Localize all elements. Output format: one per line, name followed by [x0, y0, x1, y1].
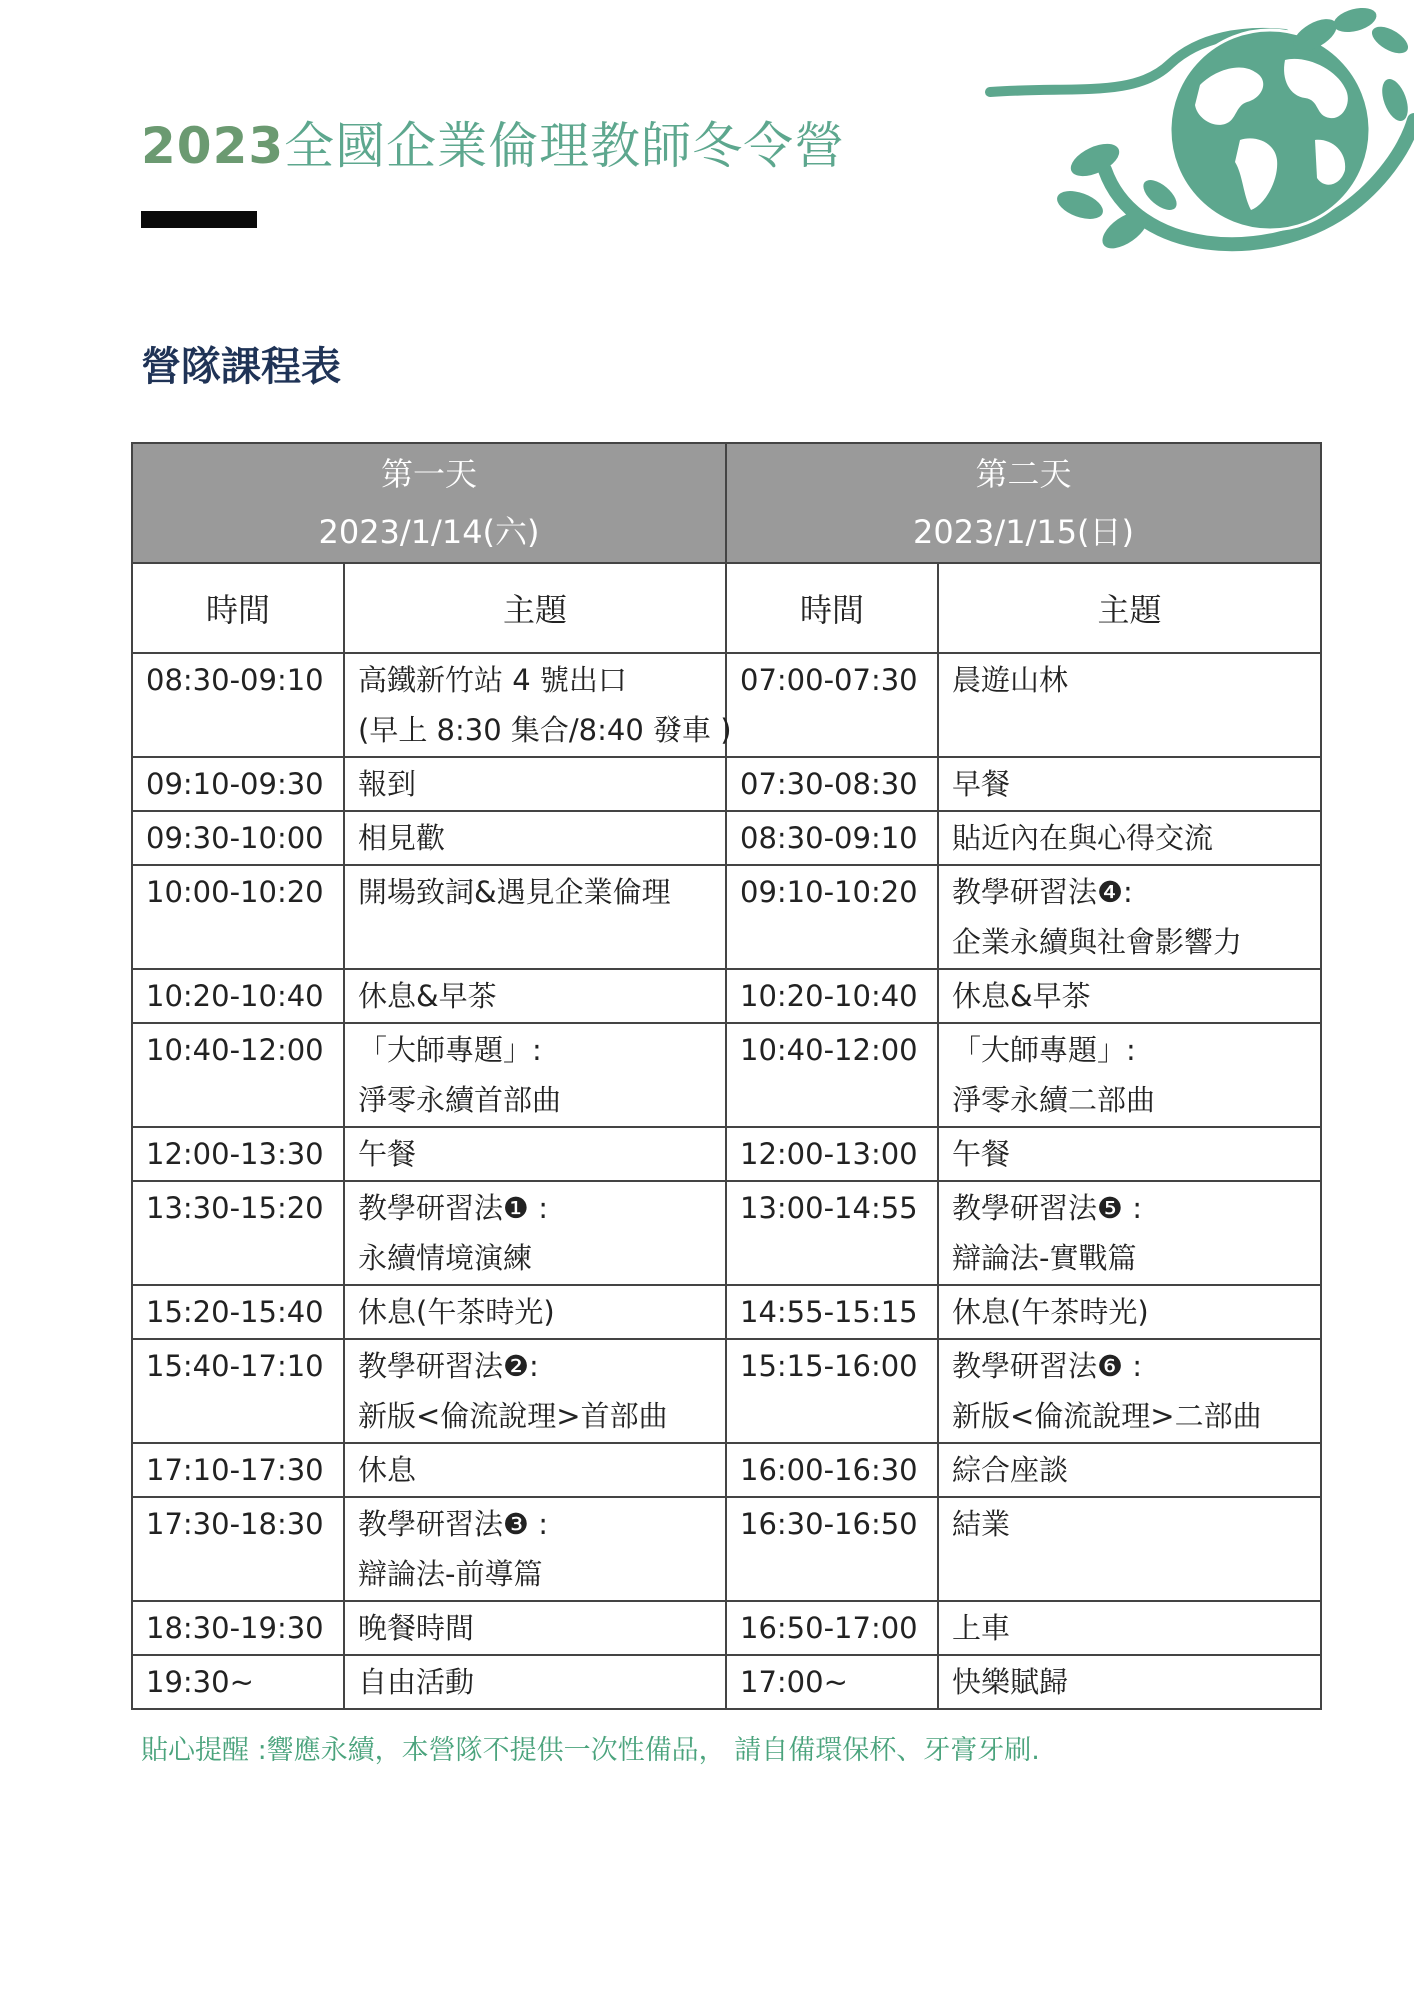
day2-topic-header: 主題: [938, 563, 1321, 653]
day1-time-cell-line: 10:00-10:20: [146, 875, 324, 909]
schedule-heading: 營隊課程表: [141, 344, 341, 390]
day2-time-cell-line: 16:30-16:50: [740, 1507, 918, 1541]
schedule-table: [131, 442, 1322, 1710]
day1-topic-cell-line: 休息(午茶時光): [358, 1295, 555, 1329]
day2-time-cell: [726, 811, 938, 865]
day1-topic-cell-line: 晚餐時間: [358, 1611, 475, 1645]
day1-time-cell: [132, 1285, 344, 1339]
day2-time-cell: [726, 1023, 938, 1127]
day2-header: [726, 443, 1321, 563]
day1-time-cell-line: 15:20-15:40: [146, 1295, 324, 1329]
day1-topic-cell-line: 淨零永續首部曲: [358, 1083, 562, 1117]
schedule-body: [132, 653, 1321, 1709]
day1-time-cell: [132, 969, 344, 1023]
day1-time-cell-line: 09:30-10:00: [146, 821, 324, 855]
day1-topic-cell: [344, 1023, 726, 1127]
day1-topic-cell: [344, 1601, 726, 1655]
table-row: [132, 1023, 1321, 1127]
day1-time-header: 時間: [132, 563, 344, 653]
table-row: [132, 1497, 1321, 1601]
day1-topic-cell: [344, 865, 726, 969]
day1-label: 第一天: [380, 455, 477, 493]
day1-time-cell-line: 17:10-17:30: [146, 1453, 324, 1487]
day2-topic-cell-line: 「大師專題」:: [952, 1033, 1136, 1067]
day2-topic-cell: [938, 1285, 1321, 1339]
day1-topic-cell: [344, 969, 726, 1023]
table-row: [132, 1285, 1321, 1339]
table-row: [132, 1181, 1321, 1285]
table-row: [132, 1443, 1321, 1497]
title-underline-bar: [141, 211, 257, 228]
day1-time-cell-line: 18:30-19:30: [146, 1611, 324, 1645]
day2-topic-cell-line: 辯論法-實戰篇: [952, 1241, 1137, 1275]
day1-topic-cell-line: 新版<倫流說理>首部曲: [358, 1399, 668, 1433]
title-year: 2023: [141, 117, 285, 175]
day2-time-header: 時間: [726, 563, 938, 653]
day1-topic-header: 主題: [344, 563, 726, 653]
day1-topic-cell: [344, 1127, 726, 1181]
day1-time-cell-line: 09:10-09:30: [146, 767, 324, 801]
day1-time-cell-line: 15:40-17:10: [146, 1349, 324, 1383]
day1-time-cell: [132, 1023, 344, 1127]
day2-topic-cell-line: 貼近內在與心得交流: [952, 821, 1214, 855]
day1-time-cell: [132, 811, 344, 865]
day2-time-cell: [726, 757, 938, 811]
day2-time-cell: [726, 865, 938, 969]
day2-label: 第二天: [975, 455, 1072, 493]
table-row: [132, 653, 1321, 757]
day1-topic-cell: [344, 1497, 726, 1601]
day2-topic-cell: [938, 811, 1321, 865]
day1-topic-cell: [344, 757, 726, 811]
day1-time-cell: [132, 1655, 344, 1709]
day2-time-cell-line: 07:30-08:30: [740, 767, 918, 801]
day1-topic-cell-line: 開場致詞&遇見企業倫理: [358, 875, 671, 909]
day2-topic-cell: [938, 1339, 1321, 1443]
day2-time-cell-line: 17:00~: [740, 1665, 848, 1699]
day2-topic-cell: [938, 1181, 1321, 1285]
day2-time-cell: [726, 1285, 938, 1339]
day1-topic-cell: [344, 1655, 726, 1709]
day1-topic-cell-line: 教學研習法❸ :: [358, 1507, 548, 1541]
table-row: [132, 1655, 1321, 1709]
day1-time-cell-line: 10:40-12:00: [146, 1033, 324, 1067]
day1-time-cell-line: 08:30-09:10: [146, 663, 324, 697]
day2-time-cell-line: 14:55-15:15: [740, 1295, 918, 1329]
day2-topic-cell-line: 新版<倫流說理>二部曲: [952, 1399, 1262, 1433]
table-row: [132, 811, 1321, 865]
table-row: [132, 1601, 1321, 1655]
day1-time-cell-line: 10:20-10:40: [146, 979, 324, 1013]
day2-topic-cell: [938, 1601, 1321, 1655]
day1-time-cell: [132, 1127, 344, 1181]
day2-topic-cell-line: 快樂賦歸: [952, 1665, 1069, 1699]
day1-topic-cell: [344, 1339, 726, 1443]
table-row: [132, 757, 1321, 811]
day2-topic-cell-line: 午餐: [952, 1137, 1011, 1171]
day1-time-cell: [132, 1443, 344, 1497]
day2-topic-cell: [938, 757, 1321, 811]
day2-time-cell-line: 15:15-16:00: [740, 1349, 918, 1383]
day1-topic-cell: [344, 811, 726, 865]
day1-time-cell: [132, 1601, 344, 1655]
day1-time-cell-line: 12:00-13:30: [146, 1137, 324, 1171]
day1-topic-cell: [344, 1443, 726, 1497]
day2-topic-cell: [938, 1127, 1321, 1181]
day2-time-cell: [726, 653, 938, 757]
day1-time-cell: [132, 757, 344, 811]
day1-topic-cell-line: 自由活動: [358, 1665, 475, 1699]
day2-time-cell-line: 10:20-10:40: [740, 979, 918, 1013]
globe-leaves-decoration: [985, 0, 1414, 270]
day1-date: 2023/1/14(六): [318, 513, 540, 551]
page-title: [141, 116, 845, 176]
day1-topic-cell-line: 高鐵新竹站 4 號出口: [358, 663, 627, 697]
day2-time-cell: [726, 1127, 938, 1181]
table-row: [132, 865, 1321, 969]
day2-topic-cell: [938, 653, 1321, 757]
day1-time-cell: [132, 865, 344, 969]
day1-time-cell: [132, 1181, 344, 1285]
day1-topic-cell: [344, 653, 732, 757]
day1-header: [132, 443, 726, 563]
day2-topic-cell-line: 綜合座談: [952, 1453, 1069, 1487]
table-row: [132, 1127, 1321, 1181]
day1-topic-cell-line: 報到: [358, 767, 417, 801]
day1-topic-cell-line: 休息&早茶: [358, 979, 497, 1013]
day2-time-cell-line: 13:00-14:55: [740, 1191, 918, 1225]
day1-topic-cell-line: 永續情境演練: [358, 1241, 533, 1275]
day2-time-cell-line: 16:00-16:30: [740, 1453, 918, 1487]
day1-topic-cell: [344, 1285, 726, 1339]
day2-topic-cell: [938, 1023, 1321, 1127]
day2-time-cell-line: 16:50-17:00: [740, 1611, 918, 1645]
day2-date: 2023/1/15(日): [912, 513, 1135, 551]
day2-topic-cell-line: 晨遊山林: [952, 663, 1069, 697]
day2-topic-cell: [938, 1655, 1321, 1709]
day2-topic-cell-line: 上車: [952, 1611, 1011, 1645]
day2-time-cell-line: 10:40-12:00: [740, 1033, 918, 1067]
day2-topic-cell-line: 教學研習法❺ :: [952, 1191, 1142, 1225]
day1-time-cell-line: 13:30-15:20: [146, 1191, 324, 1225]
day2-time-cell: [726, 1443, 938, 1497]
day1-time-cell: [132, 1339, 344, 1443]
day2-topic-cell: [938, 969, 1321, 1023]
day2-time-cell-line: 12:00-13:00: [740, 1137, 918, 1171]
day2-topic-cell-line: 淨零永續二部曲: [952, 1083, 1156, 1117]
day1-topic-cell-line: 相見歡: [358, 821, 446, 855]
day1-topic-cell-line: 休息: [358, 1453, 417, 1487]
day2-topic-cell: [938, 1497, 1321, 1601]
day2-time-cell-line: 07:00-07:30: [740, 663, 918, 697]
day1-time-cell: [132, 1497, 344, 1601]
day2-topic-cell-line: 休息&早茶: [952, 979, 1091, 1013]
day2-topic-cell-line: 教學研習法❹:: [952, 875, 1133, 909]
day2-topic-cell-line: 結業: [952, 1507, 1011, 1541]
title-text: 全國企業倫理教師冬令營: [284, 117, 846, 175]
reminder-note: 貼心提醒 :響應永續，本營隊不提供一次性備品， 請自備環保杯、牙膏牙刷.: [141, 1735, 1040, 1766]
day2-time-cell: [726, 1655, 938, 1709]
day1-topic-cell-line: 午餐: [358, 1137, 417, 1171]
day2-time-cell-line: 09:10-10:20: [740, 875, 918, 909]
day2-topic-cell: [938, 1443, 1321, 1497]
day2-topic-cell-line: 早餐: [952, 767, 1011, 801]
day1-topic-cell: [344, 1181, 726, 1285]
day2-time-cell: [726, 1181, 938, 1285]
day2-time-cell-line: 08:30-09:10: [740, 821, 918, 855]
table-row: [132, 969, 1321, 1023]
day1-time-cell-line: 19:30~: [146, 1665, 254, 1699]
day1-topic-cell-line: 教學研習法❷:: [358, 1349, 539, 1383]
day1-topic-cell-line: (早上 8:30 集合/8:40 發車 ): [358, 713, 732, 747]
day2-time-cell: [726, 1497, 938, 1601]
day2-topic-cell-line: 教學研習法❻ :: [952, 1349, 1142, 1383]
day2-topic-cell: [938, 865, 1321, 969]
day1-time-cell-line: 17:30-18:30: [146, 1507, 324, 1541]
day2-time-cell: [726, 969, 938, 1023]
day2-topic-cell-line: 企業永續與社會影響力: [952, 925, 1243, 959]
day1-topic-cell-line: 辯論法-前導篇: [358, 1557, 543, 1591]
day2-time-cell: [726, 1601, 938, 1655]
day1-time-cell: [132, 653, 344, 757]
day1-topic-cell-line: 「大師專題」:: [358, 1033, 542, 1067]
day1-topic-cell-line: 教學研習法❶ :: [358, 1191, 548, 1225]
globe-icon: [1170, 30, 1370, 230]
day2-topic-cell-line: 休息(午茶時光): [952, 1295, 1149, 1329]
table-row: [132, 1339, 1321, 1443]
day2-time-cell: [726, 1339, 938, 1443]
